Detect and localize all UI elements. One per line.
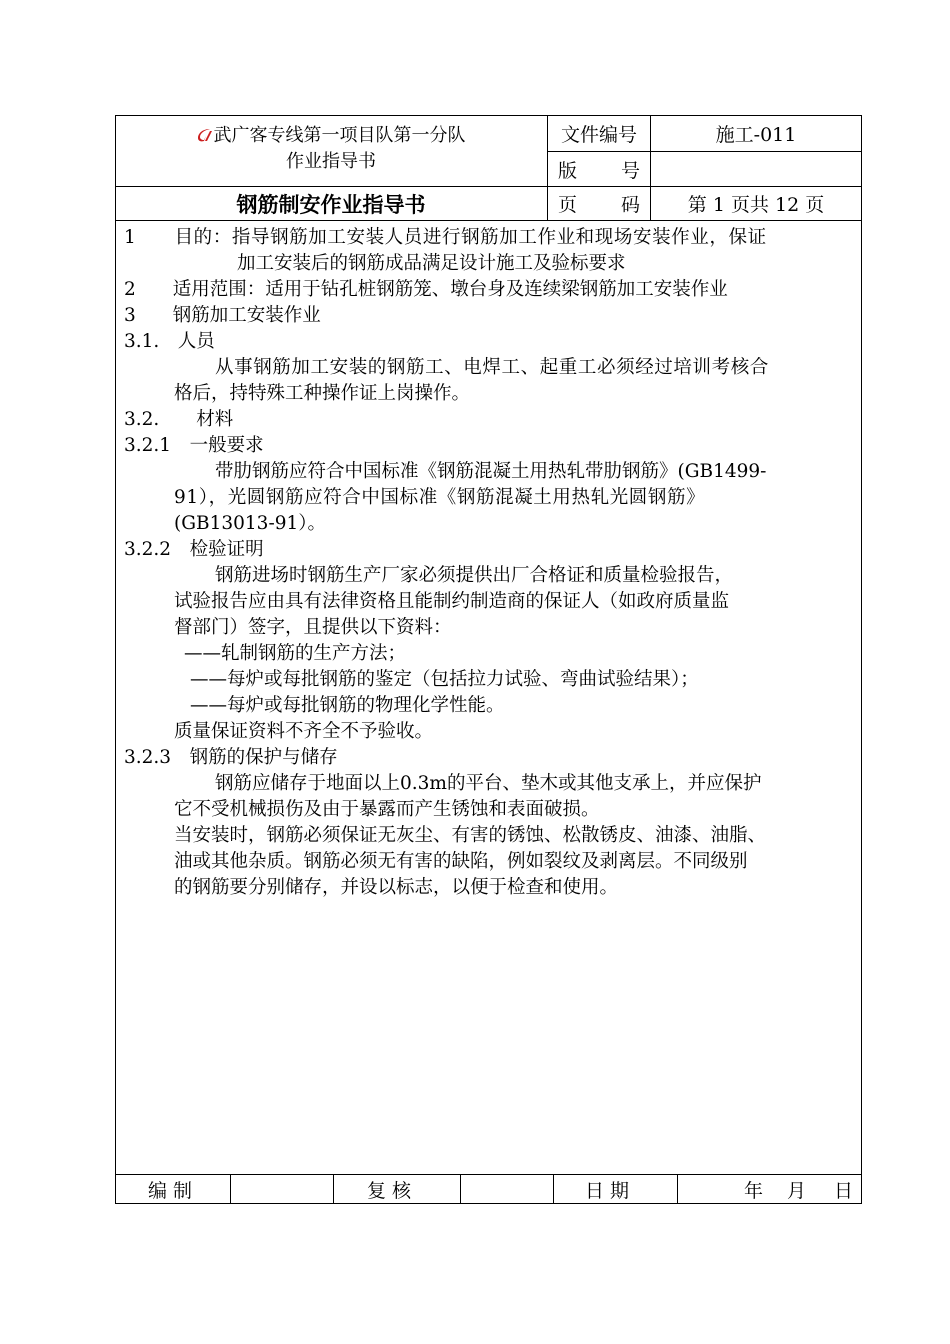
date-year: 年 bbox=[743, 1180, 763, 1202]
file-no-value: 施工-011 bbox=[715, 123, 797, 146]
footer-col-4 bbox=[553, 1174, 554, 1204]
body-line: 试验报告应由具有法律资格且能制约制造商的保证人（如政府质量监 bbox=[174, 591, 730, 612]
body-line: 督部门）签字，且提供以下资料： bbox=[174, 617, 452, 638]
body-line: 加工安装后的钢筋成品满足设计施工及验标要求 bbox=[237, 253, 626, 274]
body-line: 的钢筋要分别储存，并设以标志，以便于检查和使用。 bbox=[174, 877, 619, 898]
body-line: 2 适用范围：适用于钻孔桩钢筋笼、墩台身及连续梁钢筋加工安装作业 bbox=[124, 279, 728, 300]
footer-col-1 bbox=[230, 1174, 231, 1204]
border-left bbox=[115, 115, 116, 1204]
date-label: 日 期 bbox=[585, 1180, 630, 1202]
page-value: 第 1 页共 12 页 bbox=[687, 194, 825, 216]
date-day: 日 bbox=[833, 1180, 853, 1202]
body-line: 油或其他杂质。钢筋必须无有害的缺陷，例如裂纹及剥离层。不同级别 bbox=[174, 851, 748, 872]
footer-col-3 bbox=[460, 1174, 461, 1204]
date-value bbox=[678, 1175, 861, 1204]
doc-type: 作业指导书 bbox=[286, 151, 376, 172]
body-line: 从事钢筋加工安装的钢筋工、电焊工、起重工必须经过培训考核合 bbox=[215, 357, 769, 378]
page-label-b: 码 bbox=[620, 194, 640, 216]
body-line: 钢筋应储存于地面以上0.3m的平台、垫木或其他支承上，并应保护 bbox=[215, 773, 762, 794]
body-line: 3 钢筋加工安装作业 bbox=[124, 305, 321, 326]
body-line: 质量保证资料不齐全不予验收。 bbox=[174, 721, 434, 742]
document-form bbox=[115, 115, 862, 1204]
body-line: ——每炉或每批钢筋的物理化学性能。 bbox=[190, 695, 505, 716]
body-line: 3.2.3 钢筋的保护与储存 bbox=[124, 747, 338, 768]
header-divider-3 bbox=[115, 220, 862, 221]
body-line: 带肋钢筋应符合中国标准《钢筋混凝土用热轧带肋钢筋》(GB1499- bbox=[215, 461, 767, 482]
body-line: 3.1. 人员 bbox=[124, 331, 215, 352]
org-name-line bbox=[115, 123, 547, 149]
review-label: 复 核 bbox=[367, 1180, 412, 1202]
version-label-b: 号 bbox=[620, 159, 640, 182]
org-name: 武广客专线第一项目队第一分队 bbox=[213, 125, 466, 146]
body-line: ——轧制钢筋的生产方法； bbox=[184, 643, 407, 664]
date-month: 月 bbox=[786, 1180, 806, 1202]
body-line: 钢筋进场时钢筋生产厂家必须提供出厂合格证和质量检验报告， bbox=[215, 565, 734, 586]
company-logo-icon bbox=[197, 127, 213, 143]
body-line: (GB13013-91）。 bbox=[174, 513, 326, 534]
compile-label: 编 制 bbox=[148, 1180, 193, 1202]
body-line: 91），光圆钢筋应符合中国标准《钢筋混凝土用热轧光圆钢筋》 bbox=[174, 487, 706, 508]
body-line: 3.2.2 检验证明 bbox=[124, 539, 264, 560]
border-right bbox=[861, 115, 862, 1204]
version-label-a: 版 bbox=[558, 159, 578, 182]
body-line: 当安装时，钢筋必须保证无灰尘、有害的锈蚀、松散锈皮、油漆、油脂、 bbox=[174, 825, 767, 846]
version-value bbox=[651, 152, 861, 186]
body-line: 1 目的：指导钢筋加工安装人员进行钢筋加工作业和现场安装作业，保证 bbox=[124, 227, 767, 248]
main-title: 钢筋制安作业指导书 bbox=[236, 192, 426, 217]
file-no-label: 文件编号 bbox=[560, 123, 637, 146]
version-label bbox=[548, 152, 650, 186]
body-line: 格后，持特殊工种操作证上岗操作。 bbox=[174, 383, 471, 404]
page-label bbox=[548, 187, 650, 220]
page-label-a: 页 bbox=[558, 194, 578, 216]
org-block bbox=[115, 123, 547, 175]
footer-col-2 bbox=[333, 1174, 334, 1204]
body-line: 它不受机械损伤及由于暴露而产生锈蚀和表面破损。 bbox=[174, 799, 600, 820]
body-line: 3.2. 材料 bbox=[124, 409, 234, 430]
body-line: ——每炉或每批钢筋的鉴定（包括拉力试验、弯曲试验结果）； bbox=[190, 669, 699, 690]
body-line: 3.2.1 一般要求 bbox=[124, 435, 264, 456]
